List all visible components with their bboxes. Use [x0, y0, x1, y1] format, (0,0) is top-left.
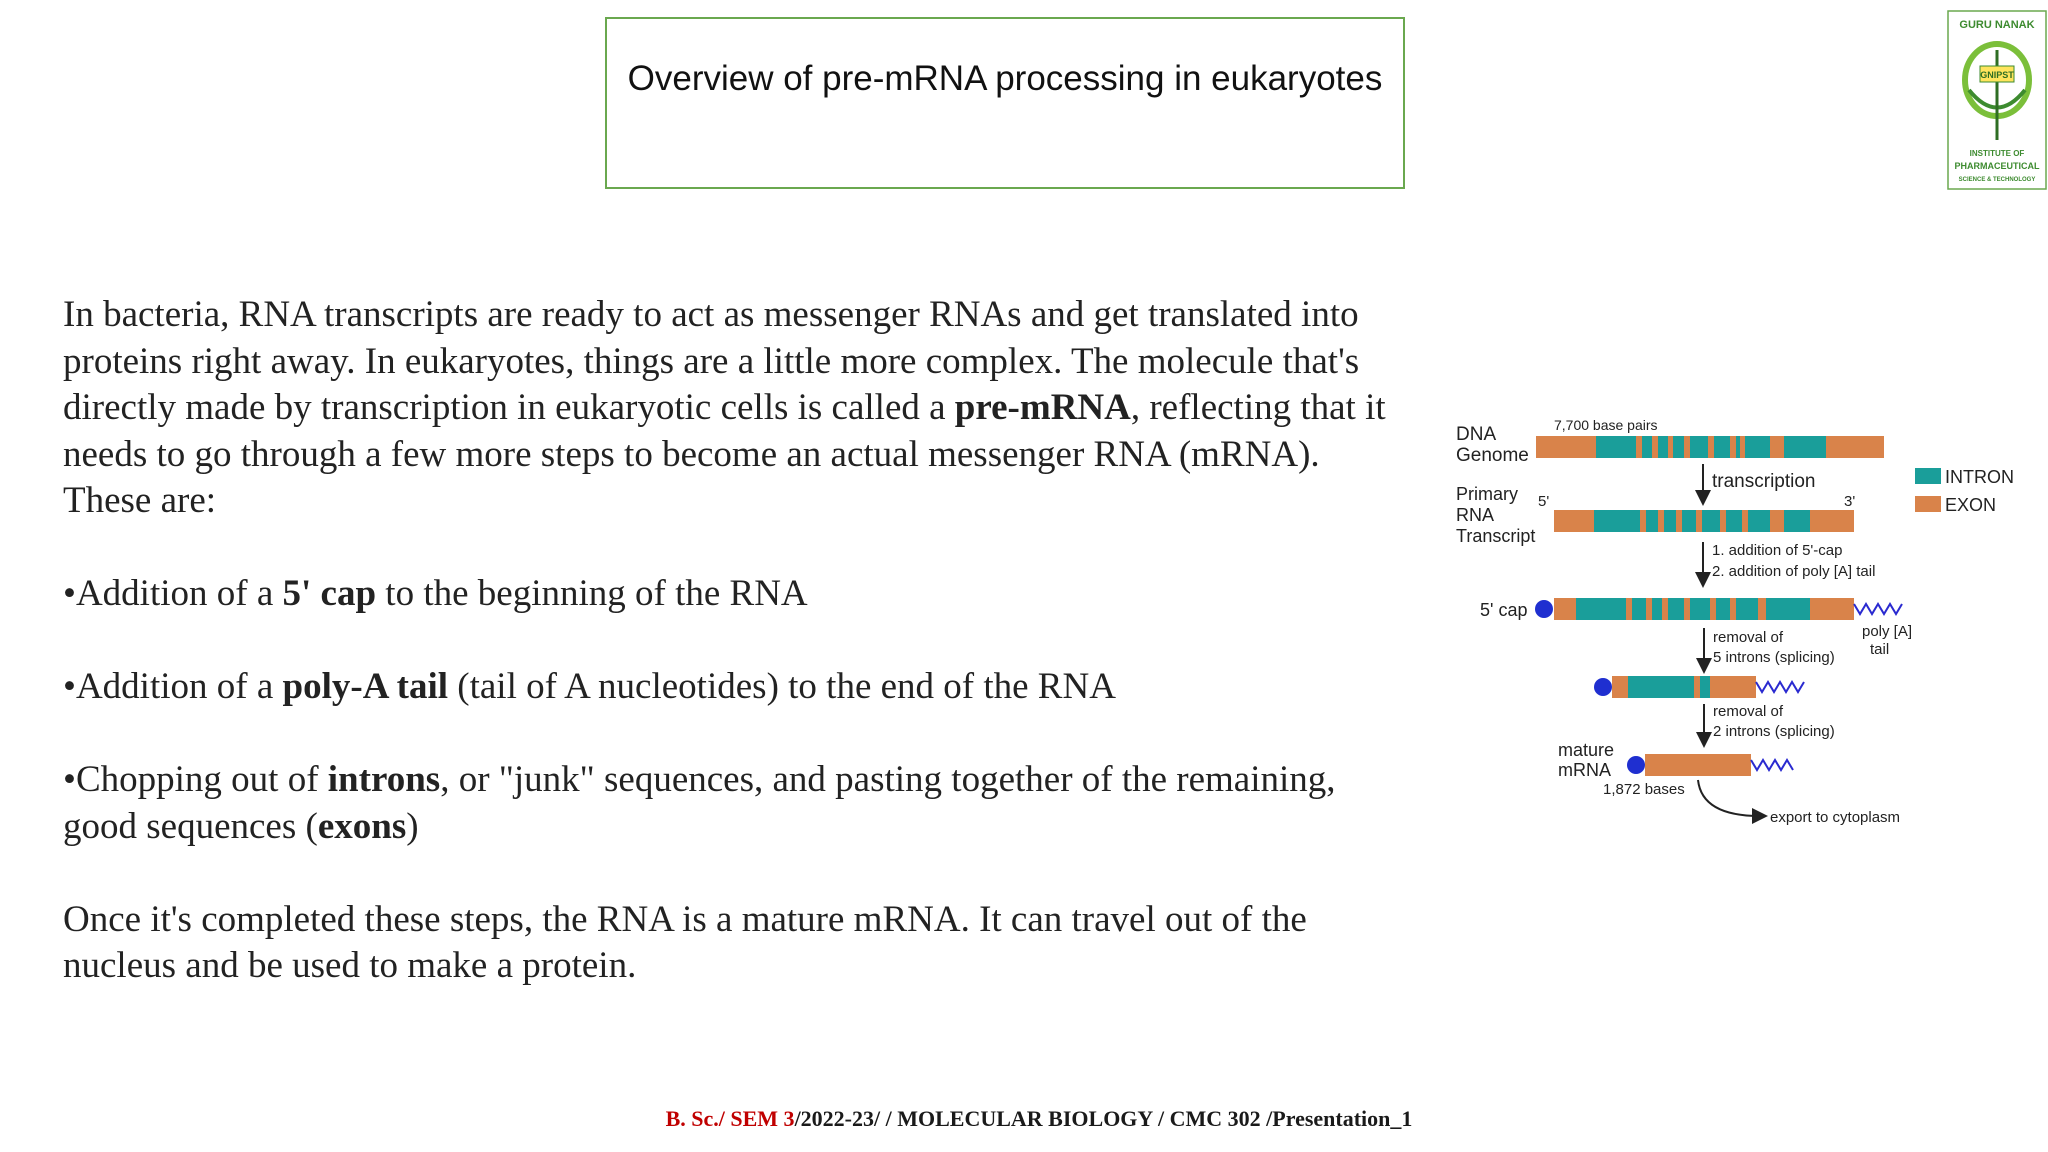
bullet-introns — [63, 757, 1408, 850]
dna-label-1: DNA — [1456, 424, 1497, 445]
footer-details: /2022-23/ / MOLECULAR BIOLOGY / CMC 302 /Presentation_1 — [794, 1106, 1413, 1131]
slide-footer — [0, 1106, 2048, 1132]
intro-paragraph — [63, 292, 1408, 525]
bullet-1-bold: 5' cap — [282, 573, 377, 614]
footer-course: B. Sc./ SEM 3 — [665, 1106, 795, 1131]
base-pairs-label: 7,700 base pairs — [1554, 417, 1658, 433]
poly-a-tail-2 — [1756, 682, 1804, 692]
three-prime-label: 3' — [1844, 493, 1856, 510]
bullet-3-middle: , or "junk" sequences, and pasting together of the remaining, good sequences ( — [63, 759, 1336, 847]
cap-marker-2 — [1594, 678, 1612, 696]
poly-a-tail-3 — [1751, 760, 1793, 770]
removal-1-label-b: 5 introns (splicing) — [1713, 649, 1835, 666]
primary-label-2: RNA — [1456, 505, 1495, 525]
legend-exon-swatch — [1915, 496, 1941, 512]
bullet-3-prefix: •Chopping out of — [63, 759, 328, 800]
transcription-label: transcription — [1712, 471, 1816, 492]
mature-label-1: mature — [1558, 740, 1615, 760]
logo-line-3: SCIENCE & TECHNOLOGY — [1958, 177, 2036, 183]
title-box — [605, 17, 1405, 189]
removal-2-label-b: 2 introns (splicing) — [1713, 723, 1835, 740]
logo-badge: GNIPST — [1980, 70, 2014, 80]
primary-label-3: Transcript — [1456, 526, 1536, 546]
bullet-3-bold-2: exons — [317, 805, 407, 847]
intro-bold-pre-mrna: pre-mRNA — [954, 387, 1131, 428]
institute-logo — [1947, 10, 2047, 190]
body-text — [63, 292, 1408, 990]
poly-a-label-2: tail — [1870, 641, 1890, 658]
logo-line-1: INSTITUTE OF — [1969, 149, 2025, 158]
cap-marker-3 — [1627, 756, 1645, 774]
bullet-3-suffix: ) — [406, 805, 419, 847]
logo-top-text: GURU NANAK — [1959, 19, 2035, 31]
mature-label-2: mRNA — [1558, 760, 1611, 780]
legend-intron-swatch — [1915, 468, 1941, 484]
bullet-1-prefix: •Addition of a — [63, 573, 283, 614]
logo-line-2: PHARMACEUTICAL — [1954, 161, 2040, 171]
step-2-label: 2. addition of poly [A] tail — [1712, 563, 1876, 580]
closing-paragraph: Once it's completed these steps, the RNA is a mature mRNA. It can travel out of the nucleus and be used to make a protein. — [63, 898, 1307, 986]
export-arrow — [1698, 780, 1760, 816]
mature-mrna-bar — [1645, 754, 1751, 776]
export-label: export to cytoplasm — [1770, 809, 1901, 826]
intro-text-2: , reflecting that it needs to go through a few more steps to become an actual messenger RNA (mRNA). These are: — [63, 387, 1386, 521]
logo-graphic — [1947, 10, 2047, 190]
bullet-poly-a — [63, 664, 1408, 711]
bases-label: 1,872 bases — [1603, 781, 1685, 798]
cap-label: 5' cap — [1480, 600, 1528, 620]
legend-exon-label: EXON — [1945, 495, 1997, 515]
bullet-2-bold: poly-A tail — [282, 666, 449, 707]
poly-a-tail-1 — [1854, 604, 1902, 614]
diagram-svg — [1440, 398, 2020, 838]
bullet-2-prefix: •Addition of a — [63, 666, 283, 707]
primary-label-1: Primary — [1456, 484, 1518, 504]
removal-1-label-a: removal of — [1713, 629, 1784, 646]
five-prime-label: 5' — [1538, 493, 1550, 510]
slide-title: Overview of pre-mRNA processing in eukaryotes — [627, 59, 1383, 98]
bullet-1-suffix: to the beginning of the RNA — [376, 573, 808, 614]
poly-a-label-1: poly [A] — [1862, 623, 1913, 640]
bullet-2-suffix: (tail of A nucleotides) to the end of the RNA — [448, 666, 1116, 707]
step-1-label: 1. addition of 5'-cap — [1712, 542, 1843, 559]
removal-2-label-a: removal of — [1713, 703, 1784, 720]
legend-intron-label: INTRON — [1945, 467, 2014, 487]
pre-mrna-processing-diagram — [1440, 398, 2020, 838]
intro-text-1: In bacteria, RNA transcripts are ready to act as messenger RNAs and get translated into proteins right away. In eukaryotes, things are a little more complex. The molecule that's directly made by transcription in eukaryotic cells is called a — [63, 294, 1360, 428]
dna-label-2: Genome — [1456, 445, 1529, 466]
bullet-5-cap — [63, 571, 1408, 618]
cap-marker — [1535, 600, 1553, 618]
bullet-3-bold: introns — [327, 759, 441, 800]
